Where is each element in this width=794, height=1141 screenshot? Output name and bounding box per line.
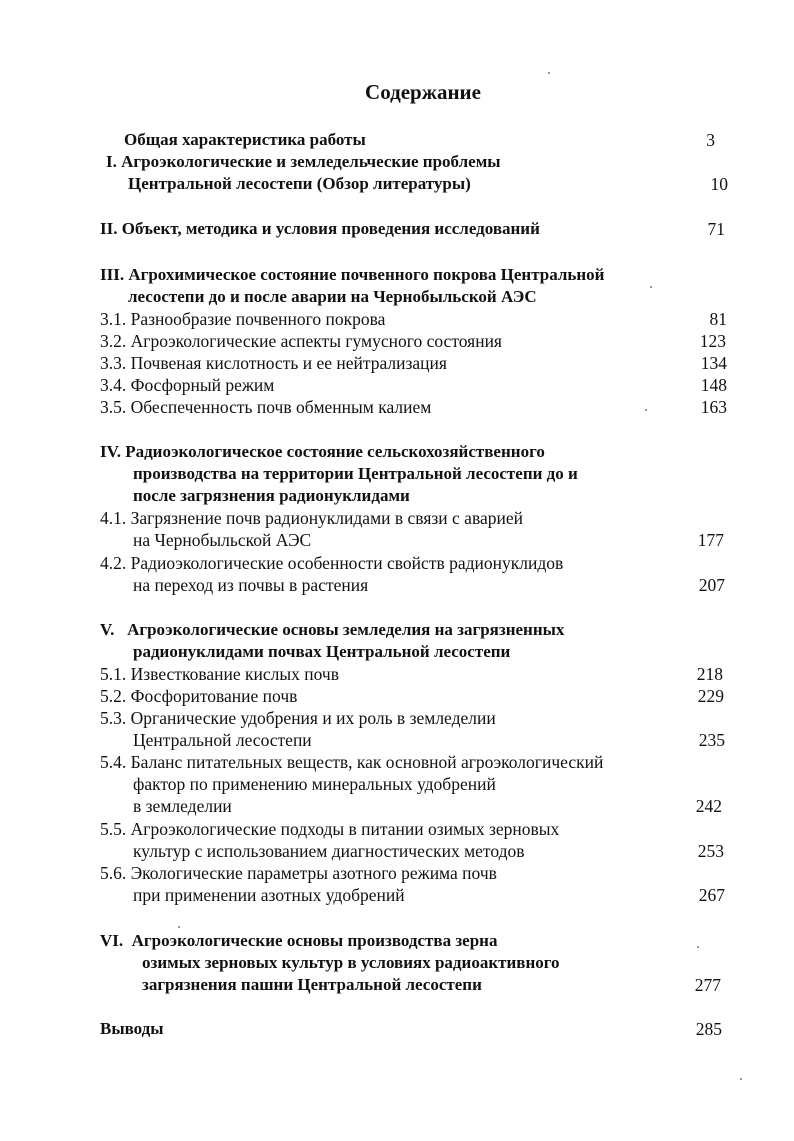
toc-ch5-item-line1: 5.6. Экологические параметры азотного режима почв (100, 863, 497, 883)
toc-ch2: II. Объект, методика и условия проведения исследований (100, 219, 540, 238)
toc-ch3-item-page: 163 (700, 397, 727, 417)
toc-ch3-item-page: 81 (709, 309, 727, 329)
toc-conclusions: Выводы (100, 1019, 164, 1038)
toc-ch3-line2: лесостепи до и после аварии на Чернобыльской АЭС (128, 287, 537, 306)
scan-speck (548, 72, 550, 74)
toc-conclusions-page: 285 (695, 1019, 722, 1039)
scan-speck (650, 286, 652, 288)
toc-ch4-line1: IV. Радиоэкологическое состояние сельскохозяйственного (100, 442, 545, 461)
toc-ch5-item-line1: 5.3. Органические удобрения и их роль в земледелии (100, 708, 496, 728)
toc-ch3-item-page: 134 (700, 353, 727, 373)
scan-speck (697, 946, 699, 948)
toc-ch3-item: 3.3. Почвеная кислотность и ее нейтрализация (100, 353, 447, 373)
toc-ch5-line2: радионуклидами почвах Центральной лесостепи (133, 642, 511, 661)
toc-ch5-item: 5.1. Известкование кислых почв (100, 664, 339, 684)
toc-ch5-item-line1: 5.4. Баланс питательных веществ, как основной агроэкологический (100, 752, 604, 772)
toc-ch5-item-line2: культур с использованием диагностических методов (133, 841, 525, 861)
toc-ch3-item-page: 148 (700, 375, 727, 395)
toc-ch1-line2: Центральной лесостепи (Обзор литературы) (128, 174, 471, 193)
toc-ch4-item-line1: 4.1. Загрязнение почв радионуклидами в связи с аварией (100, 508, 523, 528)
toc-ch5-item-line2: фактор по применению минеральных удобрений (133, 774, 496, 794)
toc-ch2-page: 71 (707, 219, 725, 239)
toc-ch4-line3: после загрязнения радионуклидами (133, 486, 410, 505)
toc-ch5-item-page: 267 (698, 885, 725, 905)
toc-ch6-line3: загрязнения пашни Центральной лесостепи (142, 975, 482, 994)
scan-speck (740, 1078, 742, 1080)
toc-ch5-item-page: 235 (698, 730, 725, 750)
page-title: Содержание (365, 80, 481, 104)
toc-ch4-item-page: 177 (697, 530, 724, 550)
toc-ch6-line2: озимых зерновых культур в условиях радиоактивного (142, 953, 560, 972)
scan-speck (178, 926, 180, 928)
toc-general-page: 3 (706, 130, 715, 150)
toc-ch5-line1: V. Агроэкологические основы земледелия на загрязненных (100, 620, 565, 639)
toc-ch4-item-page: 207 (698, 575, 725, 595)
toc-ch3-item: 3.2. Агроэкологические аспекты гумусного состояния (100, 331, 502, 351)
toc-ch6-line1: VI. Агроэкологические основы производства зерна (100, 931, 498, 950)
toc-ch5-item-line2: Центральной лесостепи (133, 730, 312, 750)
toc-ch5-item-page: 218 (696, 664, 723, 684)
toc-ch4-item-line2: на Чернобыльской АЭС (133, 530, 312, 550)
toc-ch3-line1: III. Агрохимическое состояние почвенного покрова Центральной (100, 265, 605, 284)
scan-speck (645, 409, 647, 411)
toc-ch3-item: 3.1. Разнообразие почвенного покрова (100, 309, 386, 329)
toc-ch1-page: 10 (710, 174, 728, 194)
toc-ch3-item: 3.4. Фосфорный режим (100, 375, 275, 395)
toc-ch1-line1: I. Агроэкологические и земледельческие проблемы (106, 152, 501, 171)
toc-ch4-item-line1: 4.2. Радиоэкологические особенности свойств радионуклидов (100, 553, 564, 573)
toc-ch5-item-page: 253 (697, 841, 724, 861)
toc-ch3-item: 3.5. Обеспеченность почв обменным калием (100, 397, 432, 417)
toc-ch3-item-page: 123 (699, 331, 726, 351)
toc-ch5-item: 5.2. Фосфоритование почв (100, 686, 298, 706)
toc-general: Общая характеристика работы (124, 130, 366, 149)
toc-ch5-item-page: 242 (695, 796, 722, 816)
toc-ch5-item-line2: при применении азотных удобрений (133, 885, 405, 905)
toc-ch4-item-line2: на переход из почвы в растения (133, 575, 369, 595)
toc-ch6-page: 277 (694, 975, 721, 995)
toc-ch5-item-line3: в земледелии (133, 796, 232, 816)
toc-ch5-item-line1: 5.5. Агроэкологические подходы в питании озимых зерновых (100, 819, 560, 839)
toc-ch4-line2: производства на территории Центральной лесостепи до и (133, 464, 578, 483)
toc-ch5-item-page: 229 (697, 686, 724, 706)
